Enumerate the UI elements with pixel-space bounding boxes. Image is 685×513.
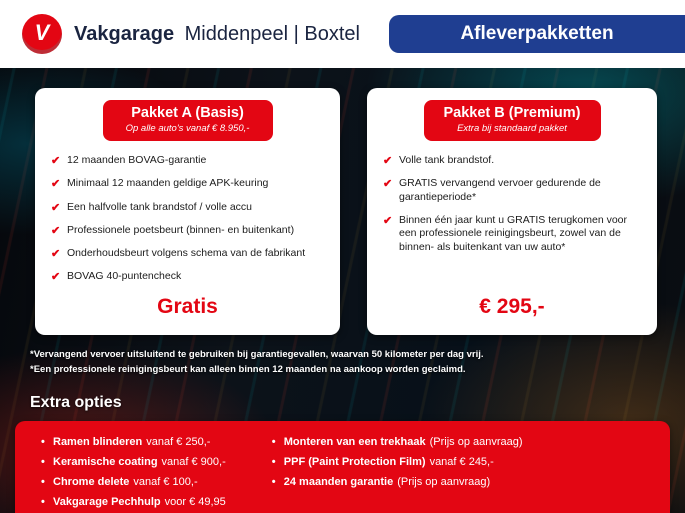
check-icon: ✔ — [51, 155, 61, 167]
list-item — [381, 177, 643, 204]
bullet-icon: • — [41, 436, 45, 449]
extra-option — [272, 433, 523, 453]
list-item — [49, 247, 326, 261]
pakket-a-card — [35, 88, 340, 335]
list-item-text: Volle tank brandstof. — [399, 154, 495, 166]
bullet-icon: • — [271, 475, 276, 488]
bullet-icon: • — [41, 475, 45, 488]
bullet-icon: • — [271, 436, 276, 449]
check-icon: ✔ — [51, 224, 61, 237]
extra-option-label: 24 maanden garantie — [283, 475, 394, 488]
extra-option-detail: (Prijs op aanvraag) — [397, 475, 491, 488]
extra-option-detail: vanaf € 100,- — [133, 475, 198, 488]
logo-letter: V — [34, 20, 50, 45]
list-item — [381, 214, 643, 255]
extra-option-detail: (Prijs op aanvraag) — [429, 436, 523, 449]
pakket-a-list — [49, 154, 326, 285]
list-item — [49, 270, 326, 284]
bullet-icon: • — [271, 456, 276, 469]
list-item-text: Een halfvolle tank brandstof / volle accu — [67, 200, 253, 213]
pakket-b-price: € 295,- — [479, 294, 545, 318]
extra-options-left-column — [41, 433, 226, 512]
list-item-text: Binnen één jaar kunt u GRATIS terugkomen voor een professionele reinigingsbeurt, zowel van de binnen- als buitenkant van uw auto* — [399, 213, 628, 253]
pakket-b-list — [381, 154, 643, 255]
extra-option — [41, 493, 226, 513]
list-item-text: GRATIS vervangend vervoer gedurende de garantieperiode* — [399, 177, 601, 203]
list-item — [49, 154, 326, 168]
brand-name — [74, 23, 360, 46]
extra-options-panel — [15, 421, 670, 513]
extra-option-label: Chrome delete — [53, 475, 130, 488]
vakgarage-logo-icon — [22, 14, 62, 54]
list-item — [49, 201, 326, 215]
pakket-b-subtitle: Extra bij standaard pakket — [457, 123, 567, 134]
package-cards — [35, 88, 657, 335]
footnote-line: *Vervangend vervoer uitsluitend te gebruiken bij garantiegevallen, waarvan 50 kilometer per dag vrij. — [30, 348, 484, 360]
list-item-text: Onderhoudsbeurt volgens schema van de fabrikant — [67, 247, 306, 260]
brand-name-location: Middenpeel | Boxtel — [184, 22, 360, 45]
footnotes — [30, 348, 665, 377]
extra-option — [272, 473, 523, 493]
list-item — [381, 154, 643, 168]
pakket-a-price: Gratis — [157, 294, 218, 318]
pakket-b-title: Pakket B (Premium) — [443, 105, 581, 121]
extra-option-label: Vakgarage Pechhulp — [53, 495, 161, 508]
bullet-icon: • — [41, 495, 45, 508]
extra-option — [41, 433, 226, 453]
pakket-b-card — [367, 88, 657, 335]
list-item — [49, 177, 326, 191]
list-item-text: Professionele poetsbeurt (binnen- en buitenkant) — [67, 223, 295, 236]
pakket-b-header — [424, 100, 601, 141]
extra-options-heading: Extra opties — [30, 394, 122, 412]
main-content — [0, 88, 685, 513]
check-icon: ✔ — [51, 178, 61, 191]
list-item-text: 12 maanden BOVAG-garantie — [67, 154, 207, 166]
check-icon: ✔ — [51, 271, 61, 284]
brand-name-bold: Vakgarage — [74, 22, 175, 45]
extra-option-detail: vanaf € 900,- — [161, 456, 226, 469]
list-item — [49, 224, 326, 238]
check-icon: ✔ — [383, 155, 393, 167]
check-icon: ✔ — [383, 214, 393, 227]
footnote-line: *Een professionele reinigingsbeurt kan alleen binnen 12 maanden na aankoop worden geclaimd. — [30, 363, 466, 375]
extra-option — [272, 453, 523, 473]
list-item-text: BOVAG 40-puntencheck — [67, 270, 182, 283]
extra-option-label: Ramen blinderen — [53, 436, 143, 449]
extra-option-detail: vanaf € 245,- — [429, 456, 494, 469]
extra-option-detail: voor € 49,95 — [164, 495, 226, 508]
extra-options-right-column — [272, 433, 523, 512]
check-icon: ✔ — [51, 201, 61, 214]
check-icon: ✔ — [383, 178, 393, 191]
pakket-a-header — [103, 100, 273, 141]
extra-option-label: Monteren van een trekhaak — [283, 436, 426, 449]
pakket-a-subtitle: Op alle auto's vanaf € 8.950,- — [125, 123, 250, 134]
extra-option-label: PPF (Paint Protection Film) — [283, 456, 426, 469]
check-icon: ✔ — [51, 248, 61, 261]
header-bar — [0, 0, 685, 68]
pakket-a-title: Pakket A (Basis) — [131, 105, 244, 121]
bullet-icon: • — [41, 456, 45, 469]
extra-option — [41, 473, 226, 493]
extra-option-label: Keramische coating — [53, 456, 158, 469]
list-item-text: Minimaal 12 maanden geldige APK-keuring — [67, 177, 269, 190]
extra-option-detail: vanaf € 250,- — [146, 436, 211, 449]
extra-option — [41, 453, 226, 473]
page-title-badge: Afleverpakketten — [389, 15, 685, 53]
